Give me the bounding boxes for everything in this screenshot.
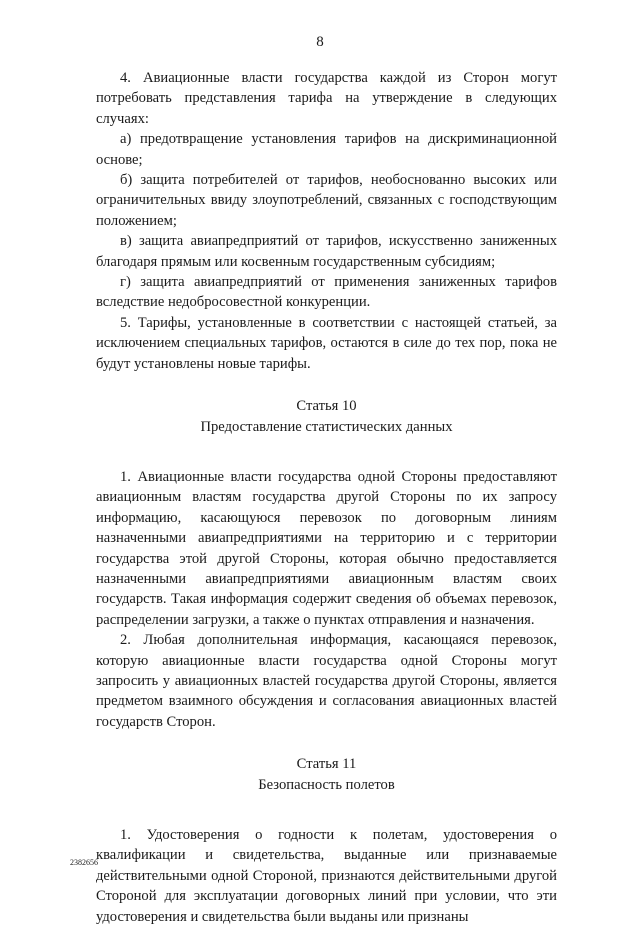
article-11-number: Статья 11 — [296, 756, 357, 773]
article-11-paragraph-1: 1. Удостоверения о годности к полетам, удостоверения о квалификации и свидетельства, выданные или признаваемые действительными одной Стороной, признаются действительными другой Стороной для эксплуатации договорных линий при условии, что эти удостоверения и свидетельства были выданы или признаны — [96, 827, 557, 925]
paragraph-4v: в) защита авиапредприятий от тарифов, искусственно заниженных благодаря прямым или косвенным государственным субсидиям; — [96, 233, 557, 270]
article-11-heading — [96, 754, 557, 795]
article-10-paragraph-2: 2. Любая дополнительная информация, касающаяся перевозок, которую авиационные власти государства одной Стороны могут запросить у авиационных властей государства другой Стороны, является предметом взаимного обсуждения и согласования авиационных властей государств Сторон. — [96, 632, 557, 730]
article-10-paragraph-1: 1. Авиационные власти государства одной Стороны предоставляют авиационным властям государства другой Стороны по их запросу информацию, касающуюся перевозок по договорным линиям назначенными авиапредприятиями на территорию и с территории государства этой другой Стороны, которая обычно предоставляется назначенными авиапредприятиями авиационным властям своих государств. Такая информация содержит сведения об объемах перевозок, распределении загрузки, а также о пунктах отправления и назначения. — [96, 468, 557, 628]
paragraph-4: 4. Авиационные власти государства каждой из Сторон могут потребовать представления тарифа на утверждение в следующих случаях: — [96, 70, 557, 127]
paragraph-4b: б) защита потребителей от тарифов, необоснованно высоких или ограничительных ввиду злоупотреблений, связанных с господствующим положением; — [96, 172, 557, 229]
paragraph-5: 5. Тарифы, установленные в соответствии с настоящей статьей, за исключением специальных тарифов, остаются в силе до тех пор, пока не будут установлены новые тарифы. — [96, 314, 557, 372]
document-code: 2382656 — [70, 858, 98, 867]
paragraph-4a: а) предотвращение установления тарифов на дискриминационной основе; — [96, 131, 557, 168]
article-10-heading — [96, 396, 557, 437]
article-11-title: Безопасность полетов — [258, 776, 395, 793]
article-10-number: Статья 10 — [296, 398, 357, 415]
article-10-title: Предоставление статистических данных — [200, 418, 453, 435]
paragraph-4g: г) защита авиапредприятий от применения заниженных тарифов вследствие недобросовестной конкуренции. — [96, 274, 557, 311]
document-body — [96, 68, 557, 927]
page-number: 8 — [316, 34, 324, 50]
